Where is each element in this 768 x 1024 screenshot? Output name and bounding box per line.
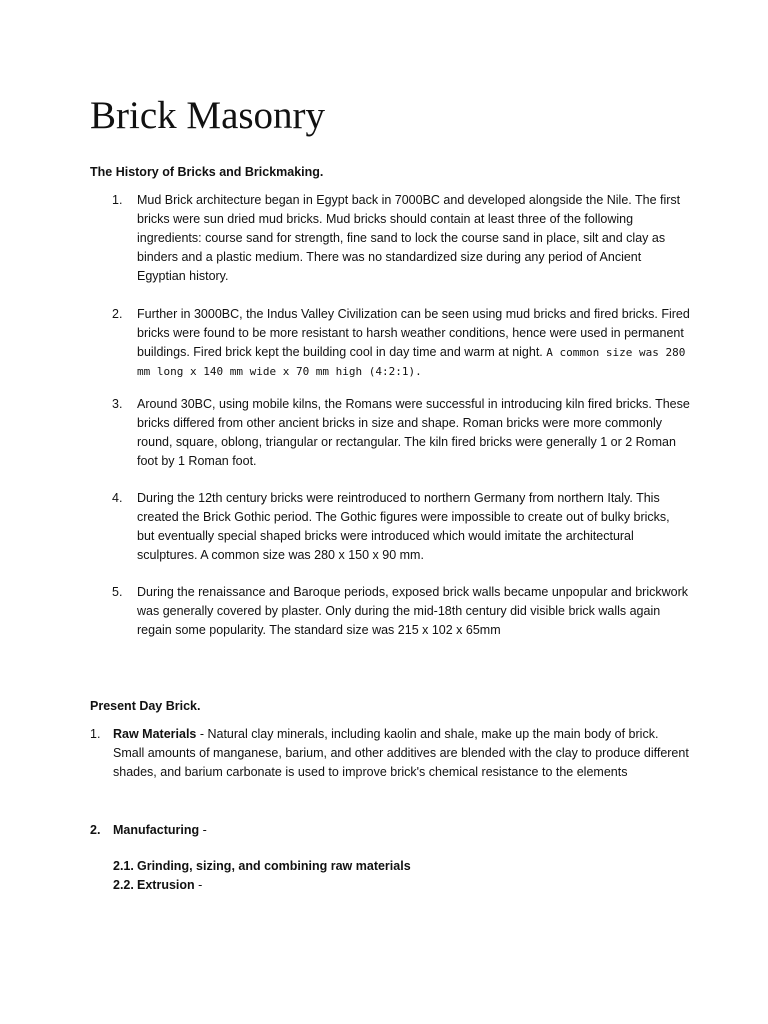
list-item-text bbox=[113, 725, 690, 782]
list-item-text: Around 30BC, using mobile kilns, the Romans were successful in introducing kiln fired bricks. These bricks differed from other ancient bricks in size and shape. Roman bricks were more commonly round, square, oblong, triangular or rectangular. The kiln fired bricks were generally 1 or 2 Roman foot by 1 Roman foot. bbox=[137, 397, 690, 468]
present-item-2 bbox=[90, 821, 690, 840]
history-item-4 bbox=[90, 489, 690, 565]
list-item-text bbox=[137, 305, 690, 381]
list-number: 1. bbox=[90, 727, 101, 741]
list-item-text: During the 12th century bricks were reintroduced to northern Germany from northern Italy. This created the Brick Gothic period. The Gothic figures were impossible to create out of bulky bricks, but eventually special shaped bricks were introduced which would imitate the architectural sculptures. A common size was 280 x 150 x 90 mm. bbox=[137, 491, 670, 562]
history-item-5 bbox=[90, 583, 690, 640]
list-item-body: Further in 3000BC, the Indus Valley Civilization can be seen using mud bricks and fired bricks. Fired bricks were found to be more resistant to harsh weather conditions, hence were used in permanent buildings. Fired brick kept the building cool in day time and warm at night. bbox=[137, 307, 690, 359]
sublist-label: Extrusion bbox=[137, 878, 195, 892]
history-item-3 bbox=[90, 395, 690, 471]
list-item-label: Raw Materials bbox=[113, 727, 197, 741]
list-number: 2. bbox=[112, 307, 123, 321]
sublist-number: 2.1. bbox=[113, 859, 134, 873]
present-heading: Present Day Brick. bbox=[90, 699, 201, 713]
sublist-number: 2.2. bbox=[113, 878, 134, 892]
list-item-body: - Natural clay minerals, including kaolin and shale, make up the main body of brick. Small amounts of manganese, barium, and other additives are blended with the clay to produce different shades, and barium carbonate is used to improve brick's chemical resistance to the elements bbox=[113, 727, 689, 779]
list-item-text: Mud Brick architecture began in Egypt back in 7000BC and developed alongside the Nile. The first bricks were sun dried mud bricks. Mud bricks should contain at least three of the following ingredients: course sand for strength, fine sand to lock the course sand in place, silt and clay as binders and a plastic medium. There was no standardized size during any period of Ancient Egyptian history. bbox=[137, 193, 681, 283]
history-item-1 bbox=[90, 191, 690, 286]
list-item-label: Manufacturing bbox=[113, 823, 200, 837]
history-heading: The History of Bricks and Brickmaking. bbox=[90, 165, 324, 179]
list-number: 4. bbox=[112, 491, 123, 505]
present-subitem-2-2 bbox=[113, 876, 202, 895]
size-note: A common size was 280 mm long x 140 mm wide x 70 mm high (4:2:1). bbox=[137, 346, 686, 378]
list-item-text bbox=[113, 821, 690, 840]
present-item-1 bbox=[90, 725, 690, 782]
list-number: 2. bbox=[90, 823, 101, 837]
sublist-body: - bbox=[194, 878, 203, 892]
history-item-2 bbox=[90, 305, 690, 381]
list-number: 5. bbox=[112, 585, 123, 599]
list-item-body: - bbox=[199, 823, 207, 837]
sublist-label: Grinding, sizing, and combining raw materials bbox=[137, 859, 411, 873]
present-subitem-2-1 bbox=[113, 857, 411, 876]
list-number: 3. bbox=[112, 397, 123, 411]
list-number: 1. bbox=[112, 193, 123, 207]
document-title: Brick Masonry bbox=[90, 94, 326, 137]
list-item-text: During the renaissance and Baroque periods, exposed brick walls became unpopular and brickwork was generally covered by plaster. Only during the mid-18th century did visible brick walls again regain some popularity. The standard size was 215 x 102 x 65mm bbox=[137, 585, 689, 637]
